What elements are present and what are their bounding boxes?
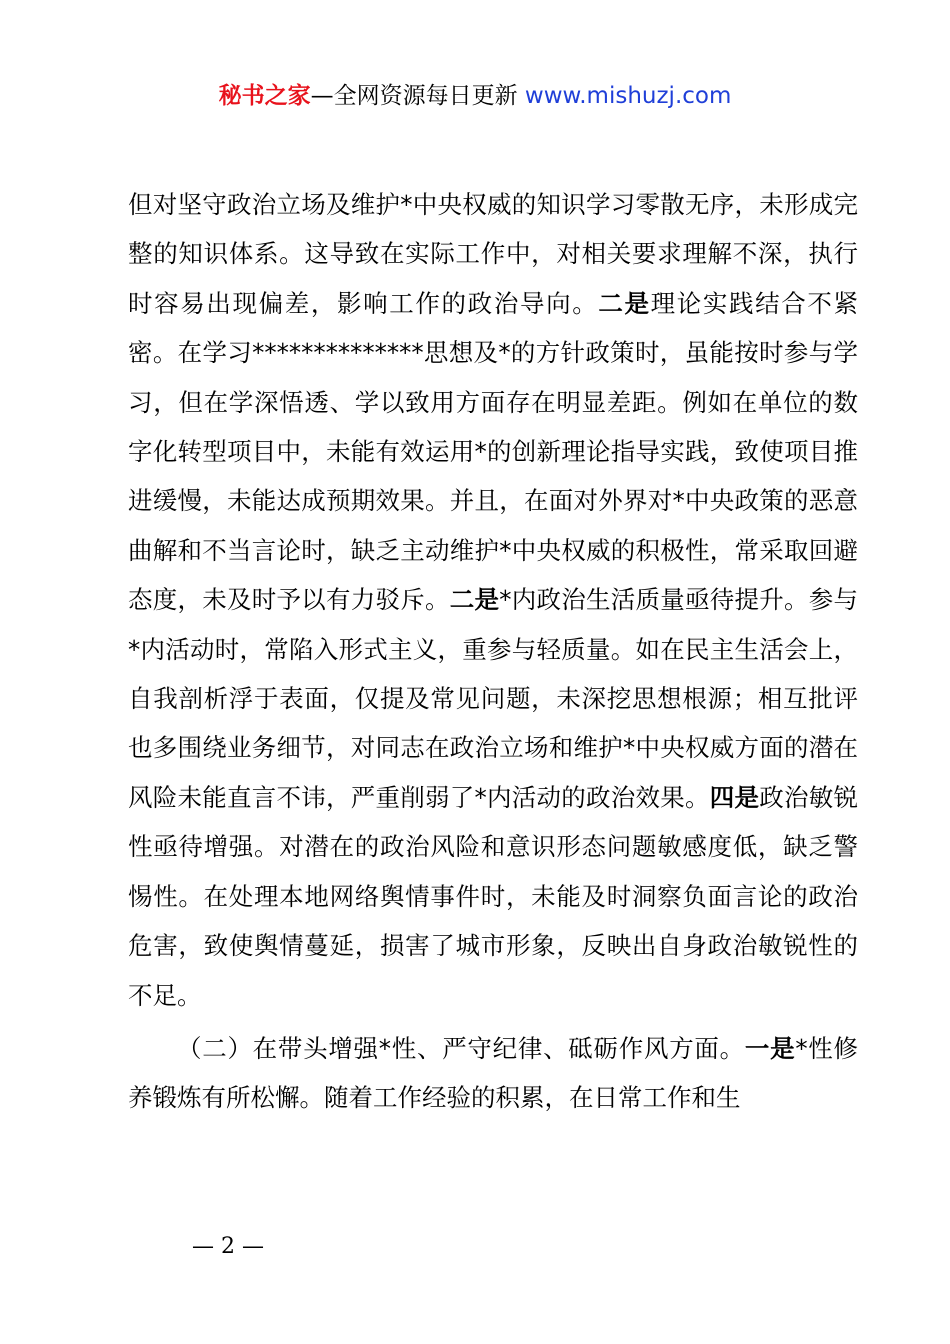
paragraph-1-marker-a: 二是 — [598, 288, 651, 318]
paragraph-2-marker: 一是 — [744, 1033, 796, 1063]
paragraph-1-text-c: *内政治生活质量亟待提升。参与*内活动时，常陷入形式主义，重参与轻质量。如在民主生活会上，自我剖析浮于表面，仅提及常见问题，未深挖思想根源；相互批评也多围绕业务细节，对同志在政治立场和维护*中央权威方面的潜在风险未能直言不讳，严重削弱了*内活动的政治效果。 — [128, 585, 858, 812]
header-brand: 秘书之家 — [218, 83, 311, 109]
site-header — [0, 80, 950, 112]
paragraph-1-text-b: 理论实践结合不紧密。在学习**************思想及*的方针政策时，虽能按时参与学习，但在学深悟透、学以致用方面存在明显差距。例如在单位的数字化转型项目中，未能有效运用*的创新理论指导实践，致使项目推进缓慢，未能达成预期效果。并且，在面对外界对*中央政策的恶意曲解和不当言论时，缺乏主动维护*中央权威的积极性，常采取回避态度，未及时予以有力驳斥。 — [128, 288, 859, 615]
paragraph-2 — [128, 1024, 858, 1123]
paragraph-1-marker-c: 四是 — [709, 782, 760, 812]
header-site-url[interactable]: www.mishuzj.com — [524, 83, 732, 109]
paragraph-1-marker-b: 二是 — [449, 585, 500, 615]
paragraph-2-text: *性修养锻炼有所松懈。随着工作经验的积累，在日常工作和生 — [128, 1033, 859, 1113]
paragraph-2-heading: （二）在带头增强*性、严守纪律、砥砺作风方面。 — [177, 1033, 745, 1063]
page-number: — 2 — — [192, 1234, 264, 1259]
header-tagline: —全网资源每日更新 — [310, 83, 525, 109]
paragraph-1 — [128, 180, 858, 1020]
document-body — [128, 180, 858, 1123]
paragraph-1-text-a: 但对坚守政治立场及维护*中央权威的知识学习零散无序，未形成完整的知识体系。这导致在实际工作中，对相关要求理解不深，执行时容易出现偏差，影响工作的政治导向。 — [128, 190, 858, 318]
paragraph-1-text-d: 政治敏锐性亟待增强。对潜在的政治风险和意识形态问题敏感度低，缺乏警惕性。在处理本地网络舆情事件时，未能及时洞察负面言论的政治危害，致使舆情蔓延，损害了城市形象，反映出自身政治敏锐性的不足。 — [128, 782, 858, 1010]
